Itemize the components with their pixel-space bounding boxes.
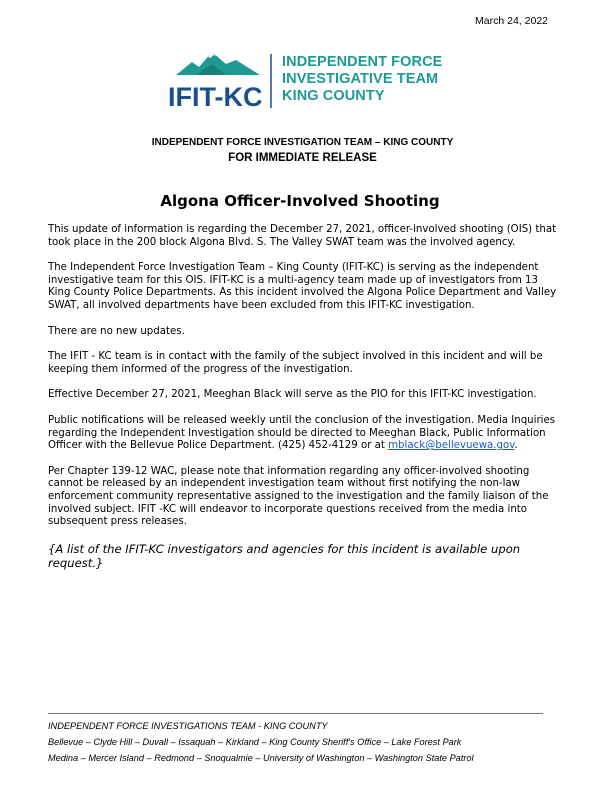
- paragraph-contact: [48, 415, 560, 453]
- paragraph-wac: Per Chapter 139-12 WAC, please note that information regarding any officer-involved shooting cannot be released by an independent investigation team without first notifying the non-law enforcement community representative assigned to the investigation and the family liaison of the involved subject. IFIT -KC will endeavor to incorporate questions received from the media into subsequent press releases.: [48, 465, 549, 528]
- footer-agencies-2: Medina – Mercer Island – Redmond – Snoqualmie – University of Washington – Washington State Patrol: [48, 753, 474, 763]
- paragraph-family: The IFIT - KC team is in contact with the family of the subject involved in this incident and will be keeping them informed of the progress of the investigation.: [48, 351, 543, 375]
- logo-line-1: INDEPENDENT FORCE: [282, 54, 443, 70]
- paragraph-no-updates: There are no new updates.: [48, 325, 185, 337]
- paragraph-intro: This update of information is regarding the December 27, 2021, officer-involved shooting (OIS) that took place in the 200 block Algona Blvd. S. The Valley SWAT team was the involved agency.: [48, 224, 557, 248]
- contact-suffix: .: [514, 440, 518, 452]
- logo-wordmark: [282, 54, 442, 105]
- logo-line-3: KING COUNTY: [282, 88, 385, 104]
- press-release-body: [48, 224, 560, 583]
- page-title: Algona Officer-Involved Shooting: [160, 192, 440, 210]
- logo-acronym: IFIT-KC: [168, 82, 263, 112]
- paragraph-team: The Independent Force Investigation Team – King County (IFIT-KC) is serving as the independent investigative team for this OIS. IFIT-KC is a multi-agency team made up of investigators from 13 King County Police Departments. As this incident involved the Algona Police Department and Valley SWAT, all involved departments have been excluded from this IFIT-KC investigation.: [48, 262, 557, 311]
- footer-agencies-1: Bellevue – Clyde Hill – Duvall – Issaquah – Kirkland – King County Sheriff's Office – Lake Forest Park: [48, 737, 462, 747]
- ifit-kc-logo: [168, 48, 443, 112]
- logo-line-2: INVESTIGATIVE TEAM: [282, 71, 439, 87]
- footer-divider: [48, 713, 543, 714]
- header-release: FOR IMMEDIATE RELEASE: [228, 152, 377, 164]
- mountain-logo-icon: [168, 48, 278, 112]
- contact-email-link[interactable]: mblack@bellevuewa.gov: [388, 440, 515, 452]
- contact-text: Public notifications will be released weekly until the conclusion of the investigation. Media Inquiries regarding the Independent Investigation should be directed to Meeghan Black, Public Information Officer with the Bellevue Police Department. (425) 452-4129 or at: [48, 414, 556, 452]
- footer-org: INDEPENDENT FORCE INVESTIGATIONS TEAM - KING COUNTY: [48, 721, 328, 731]
- footer: [48, 718, 568, 766]
- paragraph-pio: Effective December 27, 2021, Meeghan Black will serve as the PIO for this IFIT-KC investigation.: [48, 389, 537, 401]
- header-org: INDEPENDENT FORCE INVESTIGATION TEAM – KING COUNTY: [151, 137, 454, 148]
- investigators-note: {A list of the IFIT-KC investigators and agencies for this incident is available upon request.}: [48, 541, 521, 570]
- release-date: March 24, 2022: [475, 15, 548, 27]
